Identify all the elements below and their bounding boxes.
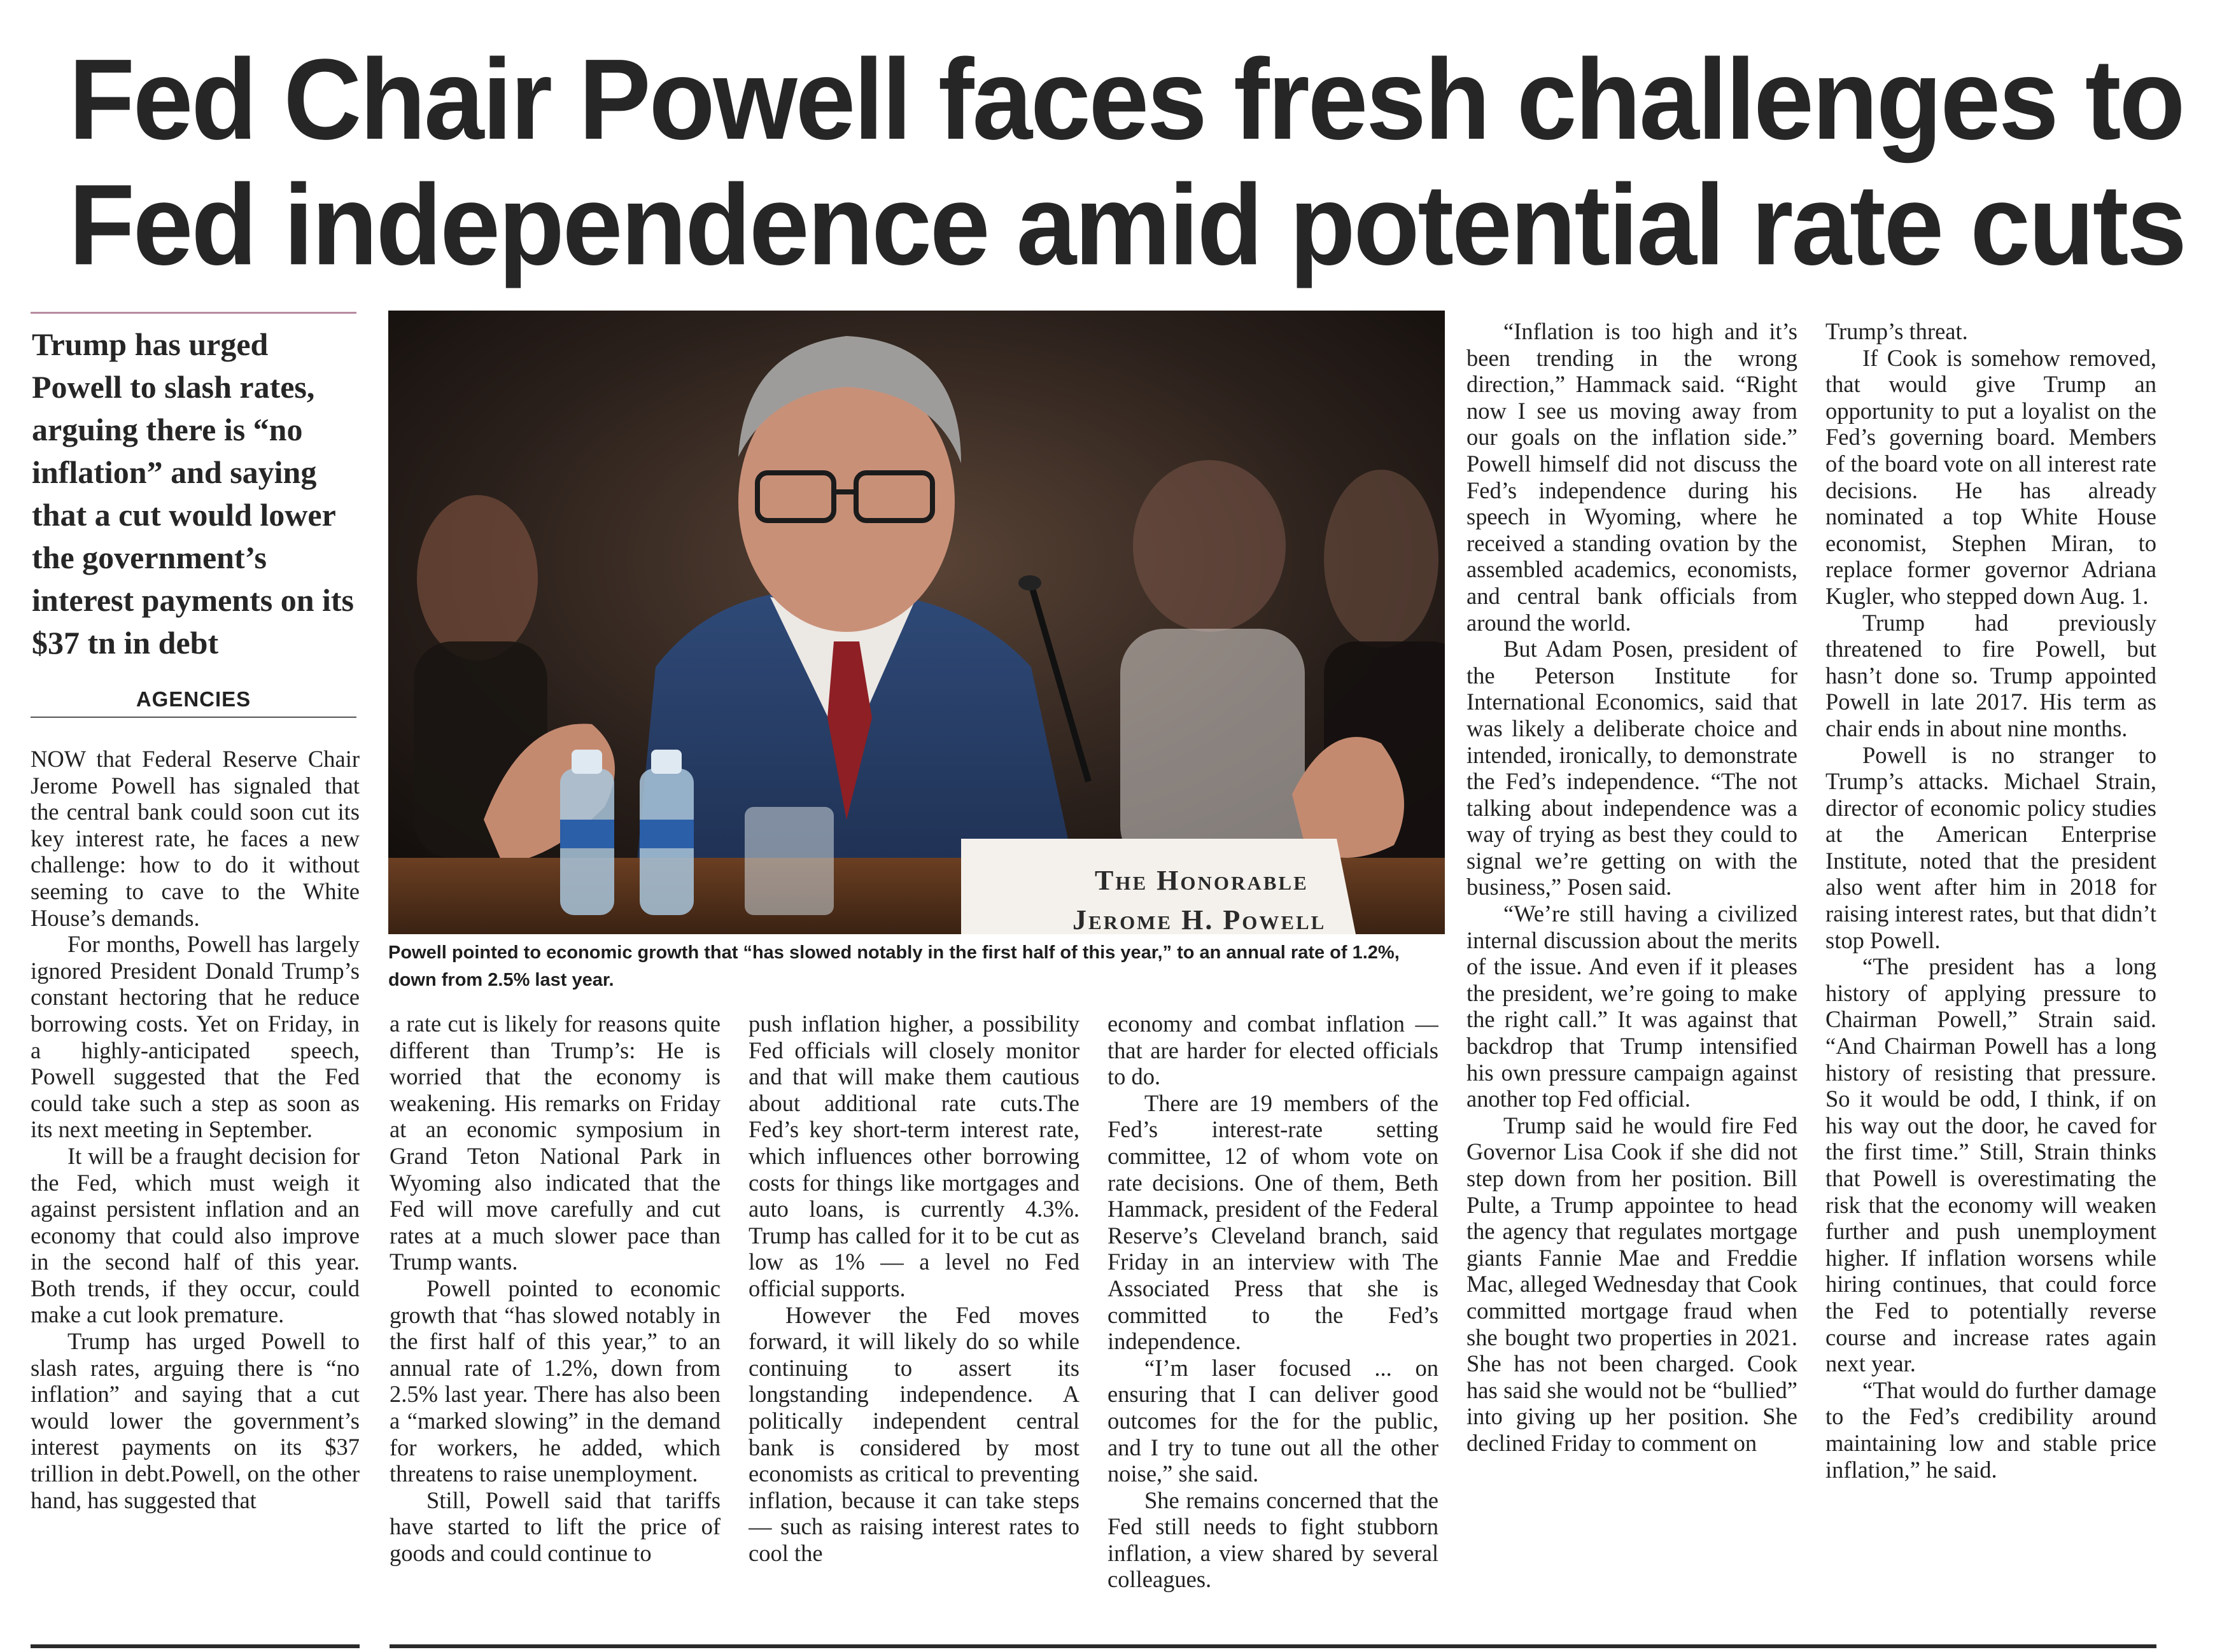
paragraph: Trump’s threat. [1825, 318, 1968, 344]
paragraph: push inflation higher, a possibility Fed officials will closely monitor and that will make them cautious about additional rate cuts.The Fed’s key short-term interest rate, which influences other borrowing costs for things like mortgages and auto loans, is currently 4.3%. Trump has called for it to be cut as low as 1% — a level no Fed official supports. [749, 1011, 1079, 1301]
article-column-2 [390, 1011, 721, 1602]
photo-caption: Powell pointed to economic growth that “has slowed notably in the first half of this year,” to an annual rate of 1.2%, down from 2.5% last year. [388, 942, 1400, 990]
paragraph: She remains concerned that the Fed still needs to fight stubborn inflation, a view shared by several colleagues. [1107, 1487, 1438, 1593]
paragraph: “Inflation is too high and it’s been trending in the wrong direction,” Hammack said. “Right now I see us moving away from our goals on the inflation side.” Powell himself did not discuss the Fed’s independence during his speech in Wyoming, where he received a standing ovation by the assembled academics, economists, and central bank officials from around the world. [1466, 318, 1797, 636]
paragraph: There are 19 members of the Fed’s interest-rate setting committee, 12 of whom vote on rate decisions. One of them, Beth Hammack, president of the Federal Reserve’s Cleveland branch, said Friday in an interview with The Associated Press that she is committed to the Fed’s independence. [1107, 1089, 1438, 1355]
headline [69, 35, 2185, 290]
nameplate-line-2: Jerome H. Powell [1072, 904, 1326, 934]
paragraph: For months, Powell has largely ignored President Donald Trump’s constant hectoring that he reduce borrowing costs. Yet on Friday, in a highly-anticipated speech, Powell suggested that the Fed could take such a step as soon as its next meeting in September. [31, 931, 360, 1143]
deck-top-rule [31, 312, 356, 314]
paragraph: “That would do further damage to the Fed’s credibility around maintaining low and stable price inflation,” he said. [1825, 1376, 2156, 1483]
paragraph: It will be a fraught decision for the Fed, which must weigh it against persistent inflation and an economy that could also improve in the second half of this year. Both trends, if they occur, could make a cut look premature. [31, 1142, 360, 1328]
paragraph: “We’re still having a civilized internal discussion about the merits of the issue. And even if it pleases the president, we’re going to make the right call.” It was against that backdrop that Trump intensified his own pressure campaign against another top Fed official. [1466, 900, 1797, 1112]
nameplate-line-1: The Honorable [1095, 865, 1309, 896]
paragraph: Trump said he would fire Fed Governor Lisa Cook if she did not step down from her position. Bill Pulte, a Trump appointee to head the agency that regulates mortgage giants Fannie Mae and Freddie Mac, alleged Wednesday that Cook committed mortgage fraud when she bought two properties in 2021. She has not been charged. Cook has said she would not be “bullied” into giving up her position. She declined Friday to comment on [1466, 1112, 1797, 1456]
deck-summary: Trump has urged Powell to slash rates, arguing there is “no inflation” and saying that a cut would lower the government’s interest payments on its $37 tn in debt [32, 326, 355, 661]
paragraph: Trump has urged Powell to slash rates, arguing there is “no inflation” and saying that a cut would lower the government’s interest payments on its $37 trillion in debt.Powell, on the other hand, has suggested that [31, 1328, 360, 1513]
byline: AGENCIES [31, 687, 356, 718]
paragraph: NOW that Federal Reserve Chair Jerome Powell has signaled that the central bank could soon cut its key interest rate, he faces a new challenge: how to do it without seeming to cave to the White House’s demands. [31, 746, 360, 931]
article-column-1 [31, 746, 360, 1599]
paragraph: Trump had previously threatened to fire Powell, but hasn’t done so. Trump appointed Powell in late 2017. His term as chair ends in about nine months. [1825, 609, 2156, 741]
paragraph: a rate cut is likely for reasons quite different than Trump’s: He is worried that the economy is weakening. His remarks on Friday at an economic symposium in Grand Teton National Park in Wyoming also indicated that the Fed will move carefully and cut rates at a much slower pace than Trump wants. [390, 1011, 721, 1275]
paragraph: But Adam Posen, president of the Peterson Institute for International Economics, said that was likely a deliberate choice and intended, ironically, to demonstrate the Fed’s independence. “The not talking about independence was a way of trying as best they could to signal we’re getting on with the business,” Posen said. [1466, 636, 1797, 900]
paragraph: Powell is no stranger to Trump’s attacks. Michael Strain, director of economic policy studies at the American Enterprise Institute, noted that the president also went after him in 2018 for raising interest rates, but that didn’t stop Powell. [1825, 741, 2156, 953]
paragraph: If Cook is somehow removed, that would give Trump an opportunity to put a loyalist on the Fed’s governing board. Members of the board vote on all interest rate decisions. He has already nominated a top White House economist, Stephen Miran, to replace former governor Adriana Kugler, who stepped down Aug. 1. [1825, 344, 2156, 609]
paragraph: economy and combat inflation — that are harder for elected officials to do. [1107, 1011, 1438, 1090]
headline-line-2: Fed independence amid potential rate cuts [69, 161, 2185, 290]
news-photo [388, 311, 1445, 934]
bottom-rule-main [390, 1644, 2156, 1648]
article-column-5 [1466, 318, 1797, 1604]
paragraph: Powell pointed to economic growth that “has slowed notably in the first half of this year,” to an annual rate of 1.2%, down from 2.5% last year. There has also been a “marked slowing” in the demand for workers, he added, which threatens to raise unemployment. [390, 1275, 721, 1487]
article-column-3 [749, 1011, 1079, 1602]
article-column-6 [1825, 318, 2156, 1604]
paragraph: “I’m laser focused ... on ensuring that I can deliver good outcomes for the for the public, and I try to tune out all the other noise,” she said. [1107, 1354, 1438, 1487]
article-column-4 [1107, 1011, 1438, 1602]
paragraph: “The president has a long history of applying pressure to Chairman Powell,” Strain said. “And Chairman Powell has a long history of resisting that pressure. So it would be odd, I think, if on his way out the door, he caved for the first time.” Still, Strain thinks that Powell is overestimating the risk that the economy will weaken further and push unemployment higher. If inflation worsens while hiring continues, that could force the Fed to potentially reverse course and increase rates again next year. [1825, 953, 2156, 1377]
paragraph: Still, Powell said that tariffs have started to lift the price of goods and could continue to [390, 1487, 721, 1566]
paragraph: However the Fed moves forward, it will likely do so while continuing to assert its longstanding independence. A politically independent central bank is considered by most economists as critical to preventing inflation, because it can take steps — such as raising interest rates to cool the [749, 1301, 1079, 1566]
bottom-rule-left [31, 1644, 360, 1648]
headline-line-1: Fed Chair Powell faces fresh challenges to [69, 35, 2184, 164]
